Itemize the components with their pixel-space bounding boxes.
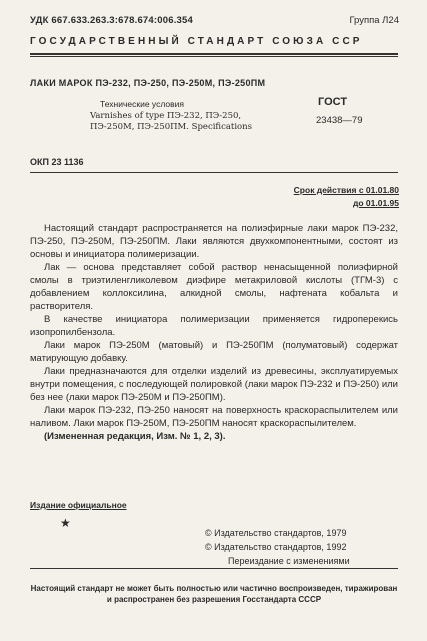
reprint-note: Переиздание с изменениями bbox=[228, 556, 350, 566]
footer-divider bbox=[30, 568, 398, 569]
english-title: Varnishes of type ПЭ-232, ПЭ-250, ПЭ-250M, ПЭ-250ПМ. Specifications bbox=[90, 111, 253, 132]
paragraph-revision: (Измененная редакция, Изм. № 1, 2, 3). bbox=[44, 431, 226, 442]
okp-code: ОКП 23 1136 bbox=[30, 157, 84, 167]
document-title: ЛАКИ МАРОК ПЭ-232, ПЭ-250, ПЭ-250М, ПЭ-250ПМ bbox=[30, 78, 266, 88]
paragraph-purpose: Лаки предназначаются для отделки изделий из древесины, эксплуатируемых внутри помещения, с последующей полировкой (лаки марок ПЭ-232 и ПЭ-250) или без нее (лаки марок ПЭ-250М и ПЭ-250ПМ). bbox=[30, 366, 398, 403]
copyright-1979: © Издательство стандартов, 1979 bbox=[205, 528, 347, 538]
validity-period bbox=[294, 184, 399, 210]
header-divider-thin bbox=[30, 56, 398, 57]
header-divider bbox=[30, 53, 398, 55]
paragraph-application: Лаки марок ПЭ-232, ПЭ-250 наносят на поверхность краскораспылителем или наливом. Лаки марок ПЭ-250М, ПЭ-250ПМ наносят краскораспылителем. bbox=[30, 405, 398, 429]
paragraph-initiator: В качестве инициатора полимеризации применяется гидроперекись изопропилбензола. bbox=[30, 314, 398, 338]
document-body bbox=[30, 222, 398, 443]
okp-divider bbox=[30, 172, 398, 173]
paragraph-matting: Лаки марок ПЭ-250М (матовый) и ПЭ-250ПМ (полуматовый) содержат матирующую добавку. bbox=[30, 340, 398, 364]
validity-from: Срок действия с 01.01.80 bbox=[293, 185, 399, 195]
reproduction-notice: Настоящий стандарт не может быть полностью или частично воспроизведен, тиражирован и распространен без разрешения Госстандарта СССР bbox=[30, 584, 398, 604]
udk-code: УДК 667.633.263.3:678.674:006.354 bbox=[30, 15, 193, 26]
copyright-1992: © Издательство стандартов, 1992 bbox=[205, 542, 347, 552]
gost-label: ГОСТ bbox=[318, 96, 348, 108]
gost-number: 23438—79 bbox=[316, 115, 363, 126]
document-subtitle: Технические условия bbox=[100, 99, 184, 109]
group-code: Группа Л24 bbox=[349, 15, 399, 26]
paragraph-scope: Настоящий стандарт распространяется на полиэфирные лаки марок ПЭ-232, ПЭ-250, ПЭ-250М, ПЭ-250ПМ. Лаки являются двухкомпонентными, состоят из основы и инициатора полимеризации. bbox=[30, 223, 398, 260]
paragraph-composition: Лак — основа представляет собой раствор ненасыщенной полиэфирной смолы в триэтиленгликолевом диэфире метакриловой кислоты (ТГМ-3) с добавлением коллоксилина, алкидной смолы, нафтената кобальта и растворителя. bbox=[30, 262, 398, 312]
standard-heading: ГОСУДАРСТВЕННЫЙ СТАНДАРТ СОЮЗА ССР bbox=[30, 36, 363, 47]
validity-to: до 01.01.95 bbox=[352, 198, 399, 208]
official-edition-label: Издание официальное bbox=[30, 500, 127, 510]
star-icon: ★ bbox=[60, 516, 71, 530]
